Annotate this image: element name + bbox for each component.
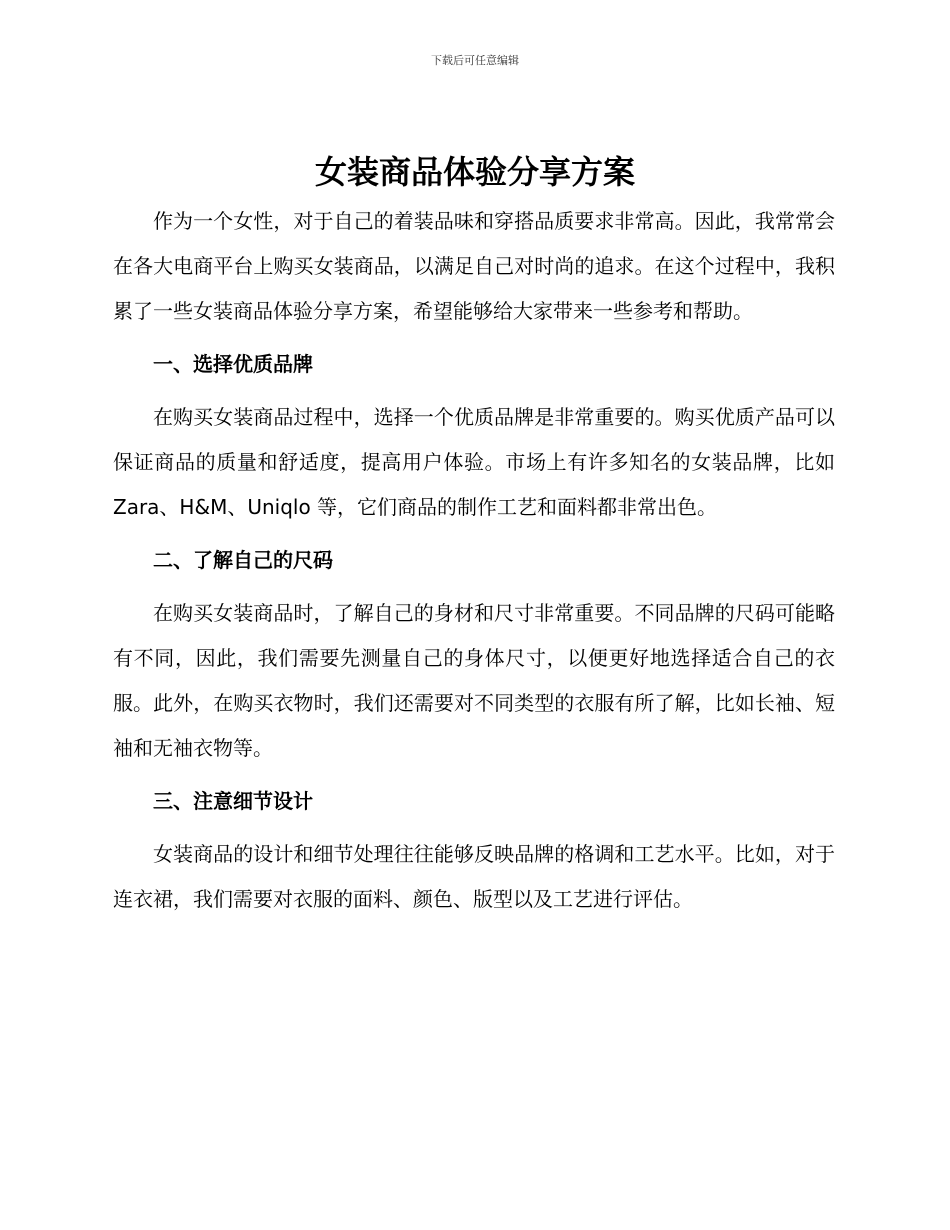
document-body <box>113 199 835 922</box>
section-body-details: 女装商品的设计和细节处理往往能够反映品牌的格调和工艺水平。比如，对于连衣裙，我们需要对衣服的面料、颜色、版型以及工艺进行评估。 <box>113 842 835 911</box>
section-heading-brand: 一、选择优质品牌 <box>153 352 313 376</box>
section-body-brand: 在购买女装商品过程中，选择一个优质品牌是非常重要的。购买优质产品可以保证商品的质量和舒适度，提高用户体验。市场上有许多知名的女装品牌，比如 Zara、H&M、Uniqlo 等，它们商品的制作工艺和面料都非常出色。 <box>113 405 835 519</box>
page-header-note: 下载后可任意编辑 <box>431 54 519 67</box>
section-heading-size: 二、了解自己的尺码 <box>153 548 333 572</box>
section-heading-details: 三、注意细节设计 <box>153 789 313 813</box>
intro-paragraph: 作为一个女性，对于自己的着装品味和穿搭品质要求非常高。因此，我常常会在各大电商平台上购买女装商品，以满足自己对时尚的追求。在这个过程中，我积累了一些女装商品体验分享方案，希望能够给大家带来一些参考和帮助。 <box>113 209 835 323</box>
section-body-size: 在购买女装商品时，了解自己的身材和尺寸非常重要。不同品牌的尺码可能略有不同，因此，我们需要先测量自己的身体尺寸，以便更好地选择适合自己的衣服。此外，在购买衣物时，我们还需要对不同类型的衣服有所了解，比如长袖、短袖和无袖衣物等。 <box>113 601 835 760</box>
document-title: 女装商品体验分享方案 <box>314 153 635 191</box>
